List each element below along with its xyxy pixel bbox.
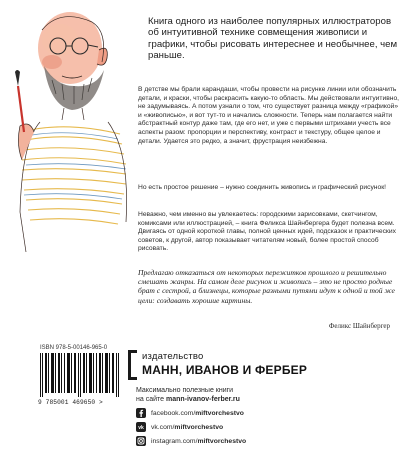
isbn-number: ISBN 978-5-00146-965-0 [40, 345, 108, 351]
vk-icon [136, 422, 146, 432]
svg-text:vk: vk [138, 425, 144, 431]
barcode [40, 353, 120, 397]
body-paragraph-3: Неважно, чем именно вы увлекаетесь: городскими зарисовками, скетчингом, комиксами или иллюстрацией, – книга Феликса Шайнбергера будет полезна всем. Двигаясь от одной короткой главы, полной ценных идей, подсказок и практических советов, к другой, автор показывает читателям новый, более простой способ рисовать. [138, 211, 396, 253]
artist-illustration [0, 0, 150, 300]
publisher-description [136, 386, 336, 404]
barcode-digits: 9 785001 469650 > [38, 399, 103, 406]
facebook-icon [136, 408, 146, 418]
author-quote: Предлагаю отказаться от некоторых пережитков прошлого и решительно смешать жанры. На самом деле рисунок и живопись – это не просто родные брат с сестрой, а близнецы, которые разными путями идут к одной и той же цели: создавать хорошие картины. [138, 268, 395, 305]
publisher-label: издательство [142, 351, 204, 362]
vk-prefix: vk.com/ [151, 423, 175, 431]
social-facebook[interactable] [136, 408, 244, 418]
publisher-desc-prefix: на сайте [136, 396, 166, 403]
author-signature: Феликс Шайнбергер [328, 322, 390, 330]
body-paragraph-2: Но есть простое решение – нужно соединить живопись и графический рисунок! [138, 184, 387, 191]
instagram-icon [136, 436, 146, 446]
social-instagram[interactable] [136, 436, 246, 446]
publisher-desc-line1: Максимально полезные книги [136, 387, 234, 394]
publisher-site-link[interactable]: mann-ivanov-ferber.ru [165, 396, 240, 403]
lead-text: Книга одного из наиболее популярных иллюстраторов об интуитивной технике совмещения живописи и графики, чтобы рисовать интереснее и необычнее, чем раньше. [148, 16, 398, 62]
publisher-name: МАНН, ИВАНОВ И ФЕРБЕР [142, 363, 308, 377]
publisher-logo-bracket [128, 350, 137, 380]
facebook-handle: miftvorchestvo [195, 409, 244, 417]
facebook-prefix: facebook.com/ [151, 409, 196, 417]
instagram-prefix: instagram.com/ [151, 437, 198, 445]
instagram-handle: miftvorchestvo [197, 437, 247, 445]
social-vk[interactable] [136, 422, 223, 432]
vk-handle: miftvorchestvo [174, 423, 224, 431]
body-paragraph-1: В детстве мы брали карандаши, чтобы провести на рисунке линии или обозначить детали, и краски, чтобы раскрасить какую-то область. Мы действовали интуитивно, не задумываясь. А потом узнали о том, что существует разница между «графикой» и «живописью», и вот тут-то и начались сложности. Теперь нам полагается найти абстрактный контур даже там, где его нет, и уже с первыми штрихами учесть все аспекты разом: пропорции и перспективу, контраст и текстуру, общее целое и детали. Удается это редко, а значит, фрустрация неизбежна. [138, 86, 400, 145]
